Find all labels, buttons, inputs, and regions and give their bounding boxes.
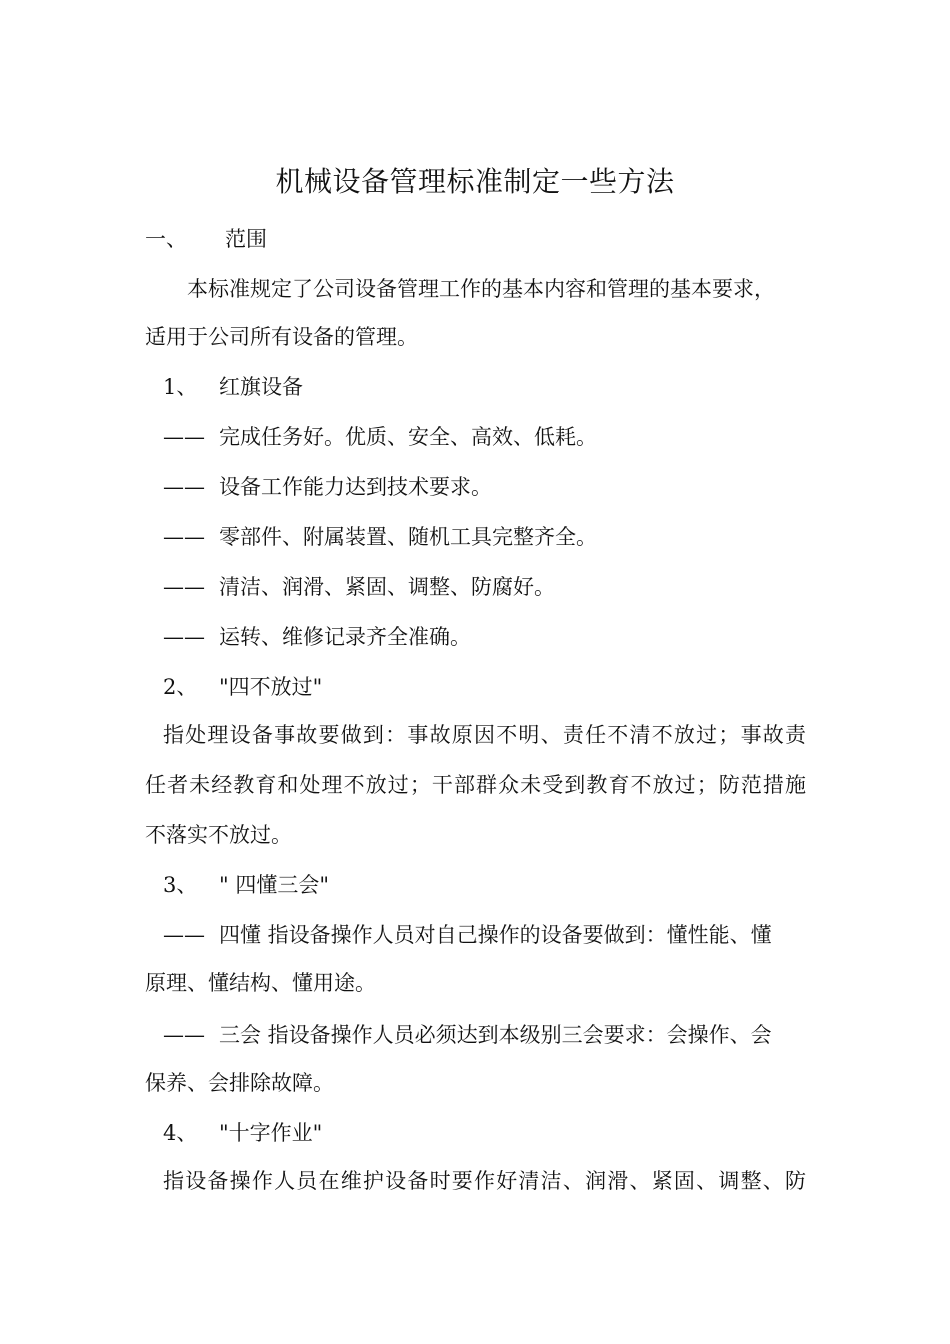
section-title: 范围 xyxy=(225,227,267,251)
item-1-point xyxy=(163,572,555,602)
point-text: 清洁、润滑、紧固、调整、防腐好。 xyxy=(219,575,555,599)
point-text: 三会 指设备操作人员必须达到本级别三会要求：会操作、会 xyxy=(219,1023,772,1047)
item-1-number: 1、 xyxy=(163,375,198,399)
item-2-line-2: 任者未经教育和处理不放过；干部群众未受到教育不放过；防范措施 xyxy=(145,773,806,797)
item-2-heading xyxy=(163,672,322,702)
dash-mark: —— xyxy=(163,575,205,599)
item-3-point-1-cont: 原理、懂结构、懂用途。 xyxy=(145,971,376,995)
item-1-point xyxy=(163,422,597,452)
item-1-heading xyxy=(163,372,303,402)
item-4-heading xyxy=(163,1118,322,1148)
item-3-point-2-cont: 保养、会排除故障。 xyxy=(145,1071,334,1095)
item-2-number: 2、 xyxy=(163,675,198,699)
point-text: 零部件、附属装置、随机工具完整齐全。 xyxy=(219,525,597,549)
item-3-number: 3、 xyxy=(163,873,198,897)
dash-mark: —— xyxy=(163,1023,205,1047)
item-3-title: " 四懂三会" xyxy=(219,873,329,897)
dash-mark: —— xyxy=(163,923,205,947)
section-heading xyxy=(145,224,267,254)
item-3-point-2 xyxy=(163,1020,772,1050)
item-3-heading xyxy=(163,870,329,900)
document-title: 机械设备管理标准制定一些方法 xyxy=(275,165,675,198)
dash-mark: —— xyxy=(163,425,205,449)
item-2-line-1: 指处理设备事故要做到：事故原因不明、责任不清不放过；事故责 xyxy=(163,723,806,747)
item-1-title: 红旗设备 xyxy=(219,375,303,399)
section-number: 一、 xyxy=(145,227,187,251)
point-text: 设备工作能力达到技术要求。 xyxy=(219,475,492,499)
item-1-point xyxy=(163,622,471,652)
dash-mark: —— xyxy=(163,525,205,549)
item-1-point xyxy=(163,522,597,552)
intro-line-1: 本标准规定了公司设备管理工作的基本内容和管理的基本要求， xyxy=(187,277,775,301)
item-2-line-3: 不落实不放过。 xyxy=(145,823,292,847)
item-1-point xyxy=(163,472,492,502)
item-3-point-1 xyxy=(163,920,772,950)
point-text: 运转、维修记录齐全准确。 xyxy=(219,625,471,649)
point-text: 完成任务好。优质、安全、高效、低耗。 xyxy=(219,425,597,449)
item-2-title: "四不放过" xyxy=(219,675,323,699)
dash-mark: —— xyxy=(163,625,205,649)
point-text: 四懂 指设备操作人员对自己操作的设备要做到：懂性能、懂 xyxy=(219,923,772,947)
item-4-line-1: 指设备操作人员在维护设备时要作好清洁、润滑、紧固、调整、防 xyxy=(163,1169,806,1193)
dash-mark: —— xyxy=(163,475,205,499)
intro-line-2: 适用于公司所有设备的管理。 xyxy=(145,325,418,349)
item-4-number: 4、 xyxy=(163,1121,198,1145)
item-4-title: "十字作业" xyxy=(219,1121,323,1145)
